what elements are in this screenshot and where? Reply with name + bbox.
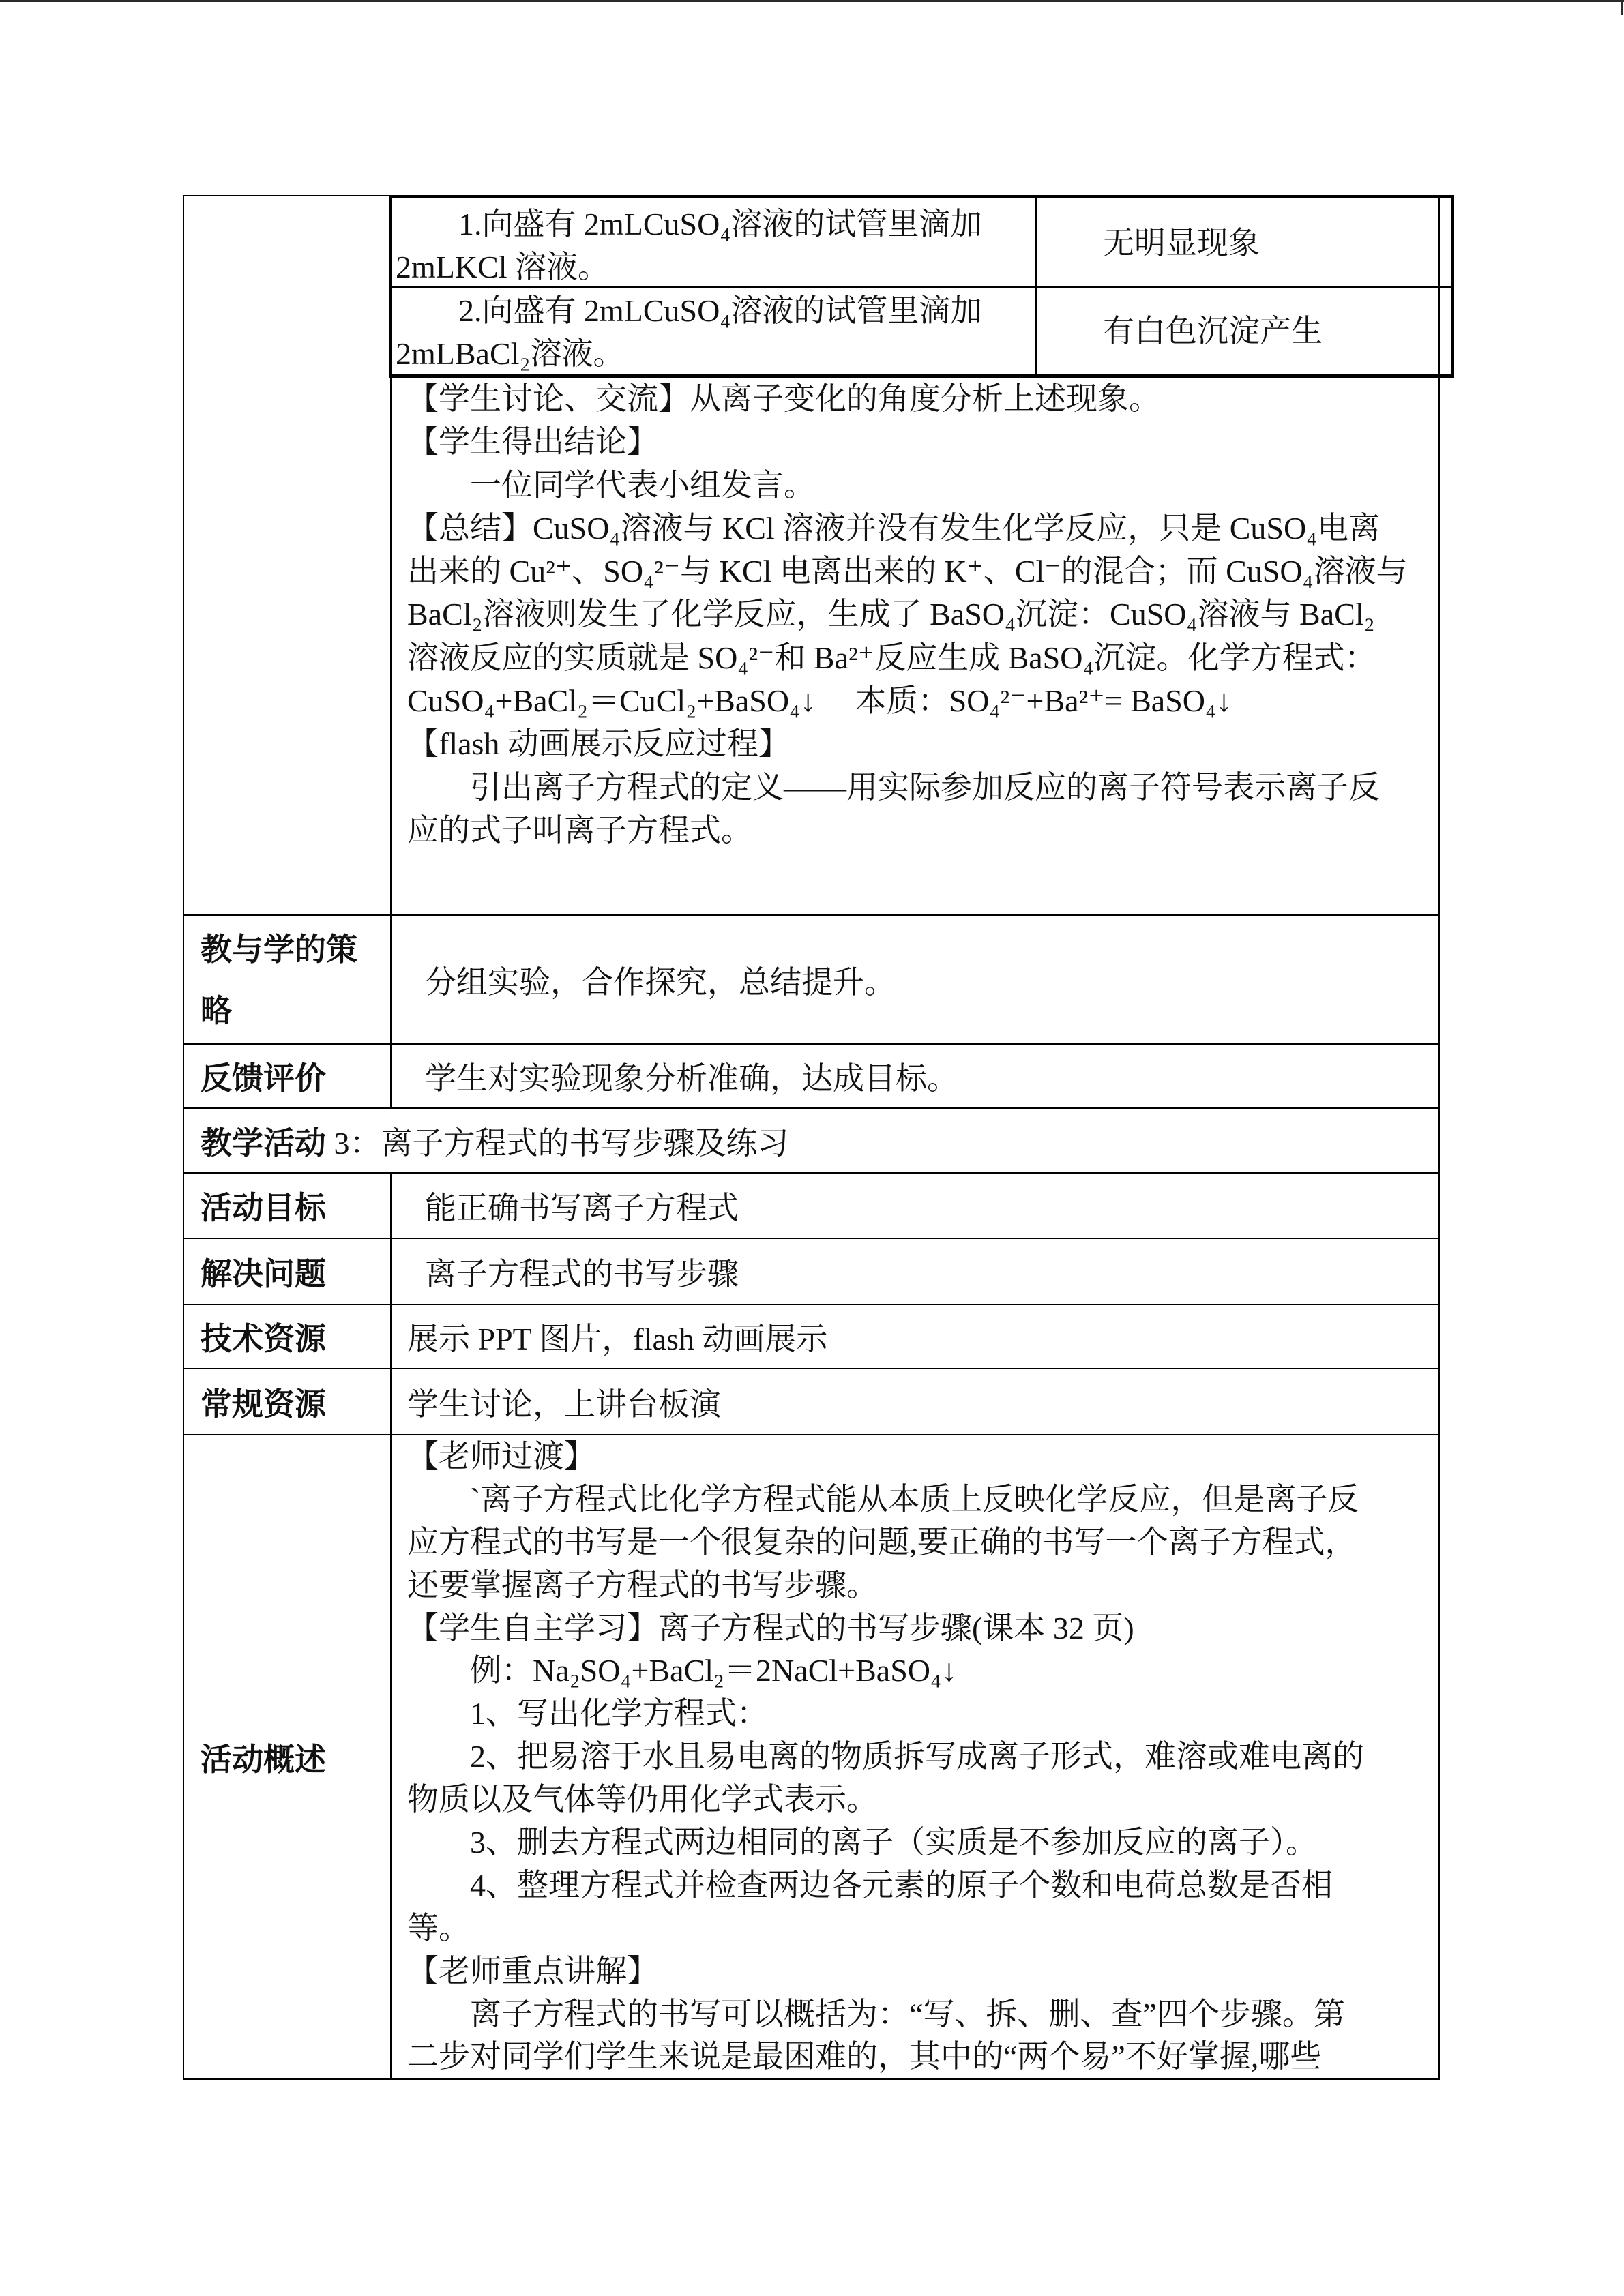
problem-text: 离子方程式的书写步骤 [425,1256,739,1292]
regular-resources-text: 学生讨论，上讲台板演 [407,1386,721,1422]
feedback-label-cell [183,1044,391,1108]
overview-line: `离子方程式比化学方程式能从本质上反映化学反应，但是离子反 [470,1481,1359,1517]
regular-resources-label-cell [183,1369,391,1435]
overview-line: 3、删去方程式两边相同的离子（实质是不参加反应的离子）。 [470,1825,1317,1860]
process-line: 引出离子方程式的定义——用实际参加反应的离子符号表示离子反 [470,769,1380,805]
process-text [407,377,1408,852]
process-line: 【flash 动画展示反应过程】 [407,726,790,762]
experiment-phenomenon-2 [1103,310,1323,353]
overview-label-cell [183,1435,391,2079]
problem-label: 解决问题 [201,1255,326,1292]
overview-line: 【老师重点讲解】 [407,1953,658,1988]
goal-content-cell [391,1173,1440,1238]
goal-label-cell [183,1173,391,1238]
process-line: CuSO₄+BaCl₂＝CuCl₂+BaSO₄↓ 本质：SO₄²⁻+Ba²⁺= BaSO₄↓ [407,683,1232,719]
strategy-content-cell [391,915,1440,1044]
tech-resources-label: 技术资源 [201,1321,326,1356]
experiment-procedure-line: 2mLBaCl₂溶液。 [396,336,625,371]
strategy-text: 分组实验，合作探究，总结提升。 [425,964,896,1000]
activity-heading-label: 教学活动 [201,1124,326,1161]
goal-text: 能正确书写离子方程式 [425,1191,739,1225]
problem-content-cell [391,1238,1440,1304]
experiment-procedure-line: 2mLKCl 溶液。 [396,250,610,284]
experiment-phenomenon: 无明显现象 [1103,226,1260,260]
tech-resources-content-cell [391,1304,1440,1369]
page-right-edge [1621,0,1623,15]
regular-resources-content-cell [391,1369,1440,1435]
experiment-procedure-line: 2.向盛有 2mLCuSO₄溶液的试管里滴加 [458,293,982,328]
process-line: 溶液反应的实质就是 SO₄²⁻和 Ba²⁺反应生成 BaSO₄沉淀。化学方程式： [407,640,1376,675]
feedback-content-cell [391,1044,1440,1108]
activity-heading [183,1108,1440,1173]
feedback-label: 反馈评价 [201,1060,326,1096]
experiment-phenomenon-1 [1103,222,1260,265]
overview-line: 离子方程式的书写可以概括为：“写、拆、删、查”四个步骤。第 [470,1996,1345,2031]
process-line: 【学生讨论、交流】从离子变化的角度分析上述现象。 [407,381,1160,416]
page-top-edge [0,0,1624,2]
overview-line: 还要掌握离子方程式的书写步骤。 [407,1567,878,1602]
overview-line: 4、整理方程式并检查两边各元素的原子个数和电荷总数是否相 [470,1867,1333,1903]
process-line: 应的式子叫离子方程式。 [407,812,752,848]
overview-line: 2、把易溶于水且易电离的物质拆写成离子形式，难溶或难电离的 [470,1739,1364,1774]
overview-line: 【老师过渡】 [407,1439,595,1474]
process-line: 一位同学代表小组发言。 [470,467,815,503]
tech-resources-label-cell [183,1304,391,1369]
problem-label-cell [183,1238,391,1304]
overview-label: 活动概述 [201,1741,326,1777]
overview-text [407,1435,1364,2078]
experiment-procedure-1 [396,203,981,288]
experiment-phenomenon: 有白色沉淀产生 [1103,314,1323,348]
goal-label: 活动目标 [201,1190,326,1225]
overview-line: 例：Na₂SO₄+BaCl₂＝2NaCl+BaSO₄↓ [470,1653,958,1688]
experiment-procedure-line: 1.向盛有 2mLCuSO₄溶液的试管里滴加 [458,207,982,241]
overview-line: 等。 [407,1910,470,1945]
process-line: BaCl₂溶液则发生了化学反应，生成了 BaSO₄沉淀：CuSO₄溶液与 BaCl₂ [407,597,1375,632]
overview-line: 1、写出化学方程式： [470,1696,768,1731]
overview-line: 【学生自主学习】离子方程式的书写步骤(课本 32 页) [407,1610,1134,1645]
activity-heading-title: 3：离子方程式的书写步骤及练习 [326,1125,789,1161]
tech-resources-text: 展示 PPT 图片，flash 动画展示 [407,1322,828,1356]
overview-line: 二步对同学们学生来说是最困难的，其中的“两个易”不好掌握,哪些 [407,2039,1322,2074]
overview-line: 应方程式的书写是一个很复杂的问题,要正确的书写一个离子方程式， [407,1524,1357,1560]
process-line: 【学生得出结论】 [407,424,658,460]
strategy-label-cell [183,915,391,1044]
regular-resources-label: 常规资源 [201,1386,326,1422]
process-line: 出来的 Cu²⁺、SO₄²⁻与 KCl 电离出来的 K⁺、Cl⁻的混合；而 CuSO₄溶液与 [407,554,1408,589]
feedback-text: 学生对实验现象分析准确，达成目标。 [425,1061,958,1096]
overview-line: 物质以及气体等仍用化学式表示。 [407,1782,878,1817]
strategy-label: 教与学的策略 [201,931,357,1028]
experiment-table-column-divider [1035,195,1037,378]
experiment-procedure-2 [396,289,981,375]
process-line: 【总结】CuSO₄溶液与 KCl 溶液并没有发生化学反应，只是 CuSO₄电离 [407,510,1381,546]
